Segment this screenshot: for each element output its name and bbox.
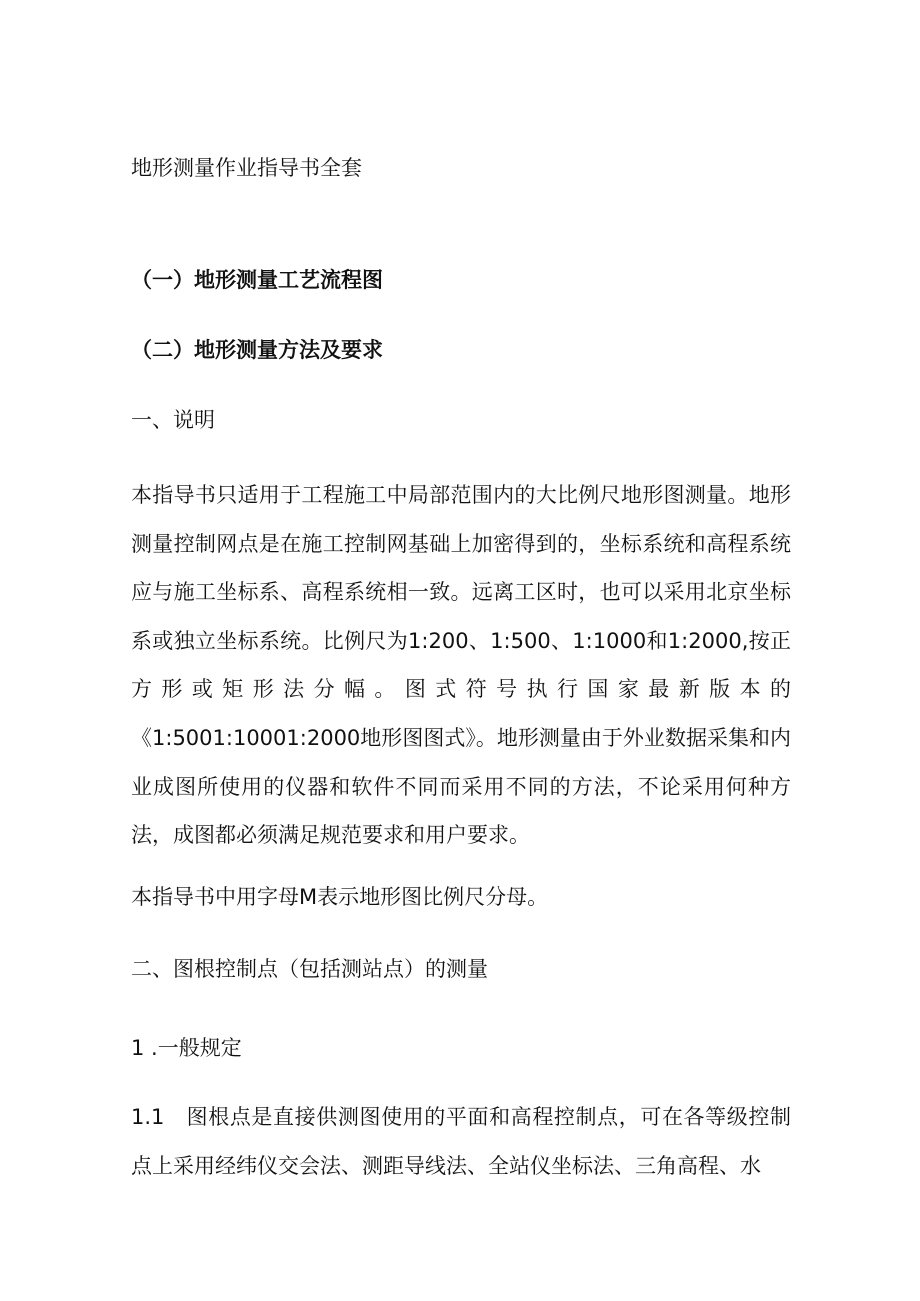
subsection-title-general-rules: 1 .一般规定 (131, 1036, 242, 1060)
paragraph-control-points: 1.1 图根点是直接供测图使用的平面和高程控制点，可在各等级控制点上采用经纬仪交会法、测距导线法、全站仪坐标法、三角高程、水 (131, 1105, 791, 1178)
section-title-control-points: 二、图根控制点（包括测站点）的测量 (131, 957, 488, 981)
heading-methods-requirements: （二）地形测量方法及要求 (131, 338, 383, 362)
paragraph-scope: 本指导书只适用于工程施工中局部范围内的大比例尺地形图测量。地形测量控制网点是在施工控制网基础上加密得到的，坐标系统和高程系统应与施工坐标系、高程系统相一致。远离工区时，也可以采用北京坐标系或独立坐标系统。比例尺为1:200、1:500、1:1000和1:2000,按正方形或矩形法分幅。图式符号执行国家最新版本的《1:5001:10001:2000地形图图式》。地形测量由于外业数据采集和内业成图所使用的仪器和软件不同而采用不同的方法，不论采用何种方法，成图都必须满足规范要求和用户要求。 (131, 483, 791, 848)
section-title-description: 一、说明 (131, 408, 215, 432)
document-title: 地形测量作业指导书全套 (131, 156, 362, 180)
heading-process-flow: （一）地形测量工艺流程图 (131, 268, 383, 292)
paragraph-scale-notation: 本指导书中用字母M表示地形图比例尺分母。 (131, 885, 549, 909)
